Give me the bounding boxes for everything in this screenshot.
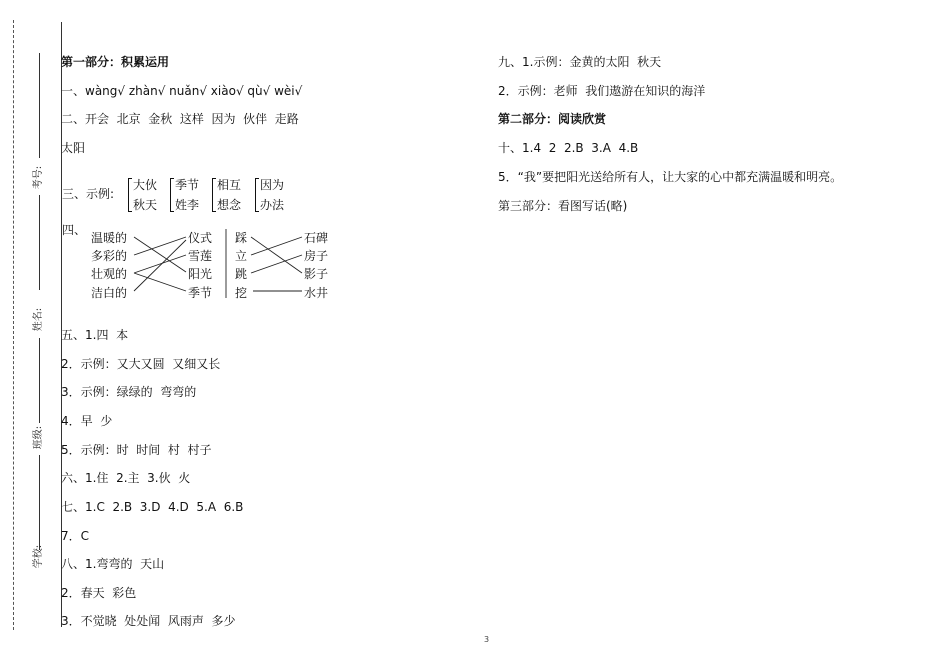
match-right-a-4: 挖 [235, 286, 248, 300]
match-left-a-3: 壮观的 [91, 267, 128, 281]
answer-9-1: 九、1.示例：金黄的太阳 秋天 [498, 55, 662, 69]
answer-5-5: 5．示例：时 时间 村 村子 [61, 443, 212, 457]
match-right-b-2: 房子 [304, 249, 329, 263]
match-right-a-3: 跳 [235, 267, 248, 281]
match-right-b-3: 影子 [304, 267, 329, 281]
answer-10-5: 5．“我”要把阳光送给所有人，让大家的心中都充满温暖和明亮。 [498, 170, 843, 184]
answer-7-2: 7．C [61, 529, 90, 543]
answer-10: 十、1.4 2 2.B 3.A 4.B [498, 141, 639, 155]
match-line [251, 237, 302, 273]
match-right-a-2: 立 [235, 249, 248, 263]
match-line [134, 240, 186, 291]
word-pair-2a: 季节 [175, 178, 200, 192]
answer-2-continued: 太阳 [61, 141, 86, 155]
answer-5-4: 4．早 少 [61, 414, 113, 428]
section-heading-1: 第一部分：积累运用 [61, 55, 170, 69]
class-label: 班级: [33, 425, 45, 450]
match-line [134, 273, 186, 291]
answer-7-1: 七、1.C 2.B 3.D 4.D 5.A 6.B [61, 500, 244, 514]
word-pair-4a: 因为 [260, 178, 285, 192]
answer-2: 二、开会 北京 金秋 这样 因为 伙伴 走路 [61, 112, 299, 126]
answer-3-prefix: 三、示例: [62, 187, 115, 201]
name-label: 姓名: [33, 307, 45, 332]
match-right-b-4: 水井 [304, 286, 329, 300]
answer-8-1: 八、1.弯弯的 天山 [61, 557, 165, 571]
word-pair-3a: 相互 [217, 178, 242, 192]
match-left-b-2: 雪莲 [188, 249, 213, 263]
section-heading-2: 第二部分：阅读欣赏 [498, 112, 607, 126]
section-heading-3: 第三部分：看图写话(略) [498, 199, 628, 213]
school-label: 学校: [33, 544, 45, 569]
answer-5-1: 五、1.四 本 [61, 328, 129, 342]
match-line [134, 237, 186, 272]
match-line [134, 255, 186, 273]
match-left-b-1: 仪式 [188, 231, 213, 245]
match-left-b-3: 阳光 [188, 267, 213, 281]
word-pair-3b: 想念 [217, 198, 242, 212]
answer-1: 一、wàng√ zhàn√ nuǎn√ xiào√ qù√ wèi√ [61, 84, 303, 98]
word-pair-2b: 姓李 [175, 198, 200, 212]
answer-8-3: 3．不觉晓 处处闻 风雨声 多少 [61, 614, 236, 628]
answer-8-2: 2．春天 彩色 [61, 586, 137, 600]
answer-5-2: 2．示例：又大又圆 又细又长 [61, 357, 221, 371]
match-left-b-4: 季节 [188, 286, 213, 300]
match-right-a-1: 踩 [235, 231, 248, 245]
match-line [251, 255, 302, 273]
answer-4-prefix: 四、 [62, 223, 87, 237]
answer-9-2: 2．示例：老师 我们遨游在知识的海洋 [498, 84, 706, 98]
word-pair-4b: 办法 [260, 198, 285, 212]
exam-number-label: 考号: [33, 165, 45, 190]
answer-6: 六、1.住 2.主 3.伙 火 [61, 471, 191, 485]
match-left-a-2: 多彩的 [91, 249, 128, 263]
page-number: 3 [484, 635, 490, 644]
match-left-a-4: 洁白的 [91, 286, 128, 300]
match-line [134, 237, 186, 255]
word-pair-1a: 大伙 [133, 178, 158, 192]
match-line [251, 237, 302, 255]
answer-5-3: 3．示例：绿绿的 弯弯的 [61, 385, 197, 399]
word-pair-1b: 秋天 [133, 198, 158, 212]
match-left-a-1: 温暖的 [91, 231, 128, 245]
match-right-b-1: 石碑 [304, 231, 329, 245]
